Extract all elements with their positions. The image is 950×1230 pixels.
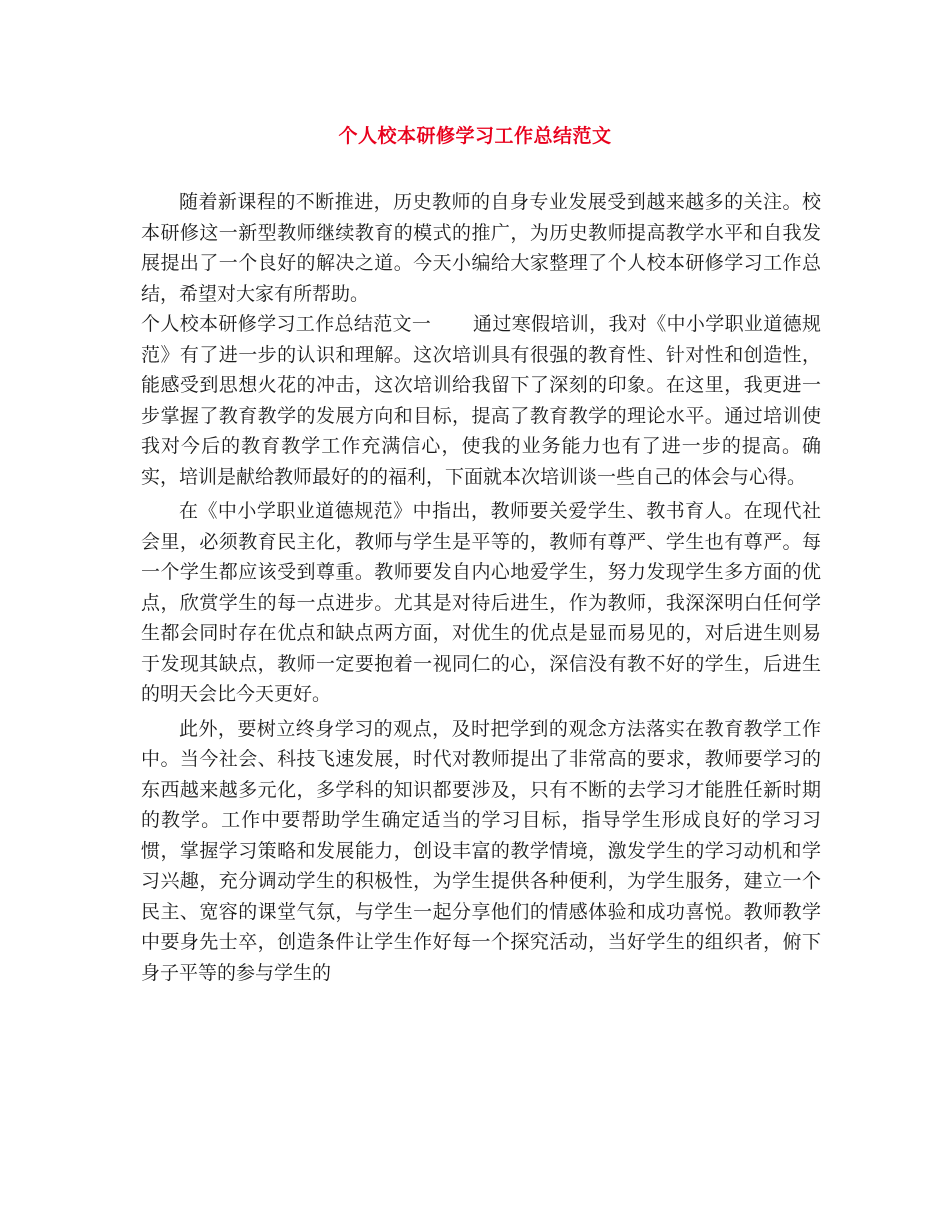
section-one-paragraph xyxy=(141,309,821,492)
intro-paragraph: 随着新课程的不断推进，历史教师的自身专业发展受到越来越多的关注。校本研修这一新型教师继续教育的模式的推广，为历史教师提高教学水平和自我发展提出了一个良好的解决之道。今天小编给大家整理了个人校本研修学习工作总结，希望对大家有所帮助。 xyxy=(141,191,821,305)
document-title: 个人校本研修学习工作总结范文 xyxy=(338,125,612,147)
body-paragraph-4: 此外，要树立终身学习的观点，及时把学到的观念方法落实在教育教学工作中。当今社会、科技飞速发展，时代对教师提出了非常高的要求，教师要学习的东西越来越多元化，多学科的知识都要涉及，只有不断的去学习才能胜任新时期的教学。工作中要帮助学生确定适当的学习目标，指导学生形成良好的学习习惯，掌握学习策略和发展能力，创设丰富的教学情境，激发学生的学习动机和学习兴趣，充分调动学生的积极性，为学生提供各种便利，为学生服务，建立一个民主、宽容的课堂气氛，与学生一起分享他们的情感体验和成功喜悦。教师教学中要身先士卒，创造条件让学生作好每一个探究活动，当好学生的组织者，俯下身子平等的参与学生的 xyxy=(141,717,821,984)
body-paragraph-3: 在《中小学职业道德规范》中指出，教师要关爱学生、教书育人。在现代社会里，必须教育民主化，教师与学生是平等的，教师有尊严、学生也有尊严。每一个学生都应该受到尊重。教师要发自内心地爱学生，努力发现学生多方面的优点，欣赏学生的每一点进步。尤其是对待后进生，作为教师，我深深明白任何学生都会同时存在优点和缺点两方面，对优生的优点是显而易见的，对后进生则易于发现其缺点，教师一定要抱着一视同仁的心，深信没有教不好的学生，后进生的明天会比今天更好。 xyxy=(141,500,821,705)
section-heading: 个人校本研修学习工作总结范文一 xyxy=(141,313,432,335)
document-body xyxy=(141,187,821,988)
section-body-text: 通过寒假培训，我对《中小学职业道德规范》有了进一步的认识和理解。这次培训具有很强的教育性、针对性和创造性，能感受到思想火花的冲击，这次培训给我留下了深刻的印象。在这里，我更进一步掌握了教育教学的发展方向和目标，提高了教育教学的理论水平。通过培训使我对今后的教育教学工作充满信心，使我的业务能力也有了进一步的提高。确实，培训是献给教师最好的的福利，下面就本次培训谈一些自己的体会与心得。 xyxy=(141,313,821,488)
